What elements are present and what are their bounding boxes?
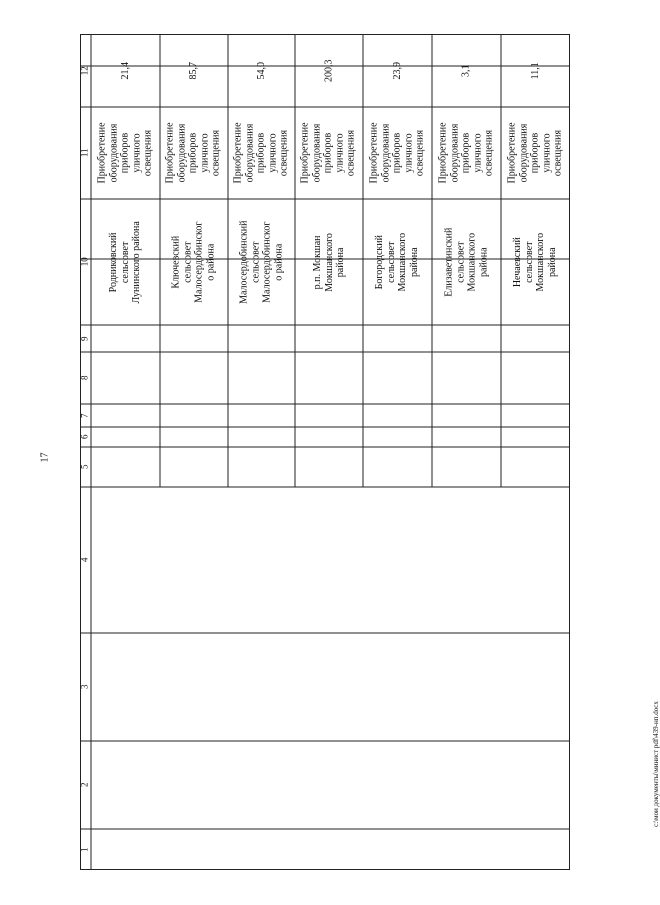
territory-cell-text: Богородский сельсовет Мокшанского района xyxy=(374,232,421,292)
purpose-cell xyxy=(501,107,570,199)
territory-cell xyxy=(363,199,432,325)
territory-cell-text: Нечаевский сельсовет Мокшанского района xyxy=(512,232,559,292)
purpose-cell xyxy=(432,107,501,199)
purpose-cell-text: Приобретение оборудования приборов уличного освещения xyxy=(437,122,495,184)
purpose-cell xyxy=(91,107,160,199)
purpose-cell-text: Приобретение оборудования приборов уличного освещения xyxy=(232,122,290,184)
amount-cell-text: 11,1 xyxy=(529,61,541,80)
column-number-5 xyxy=(80,447,91,487)
column-number-9-text: 9 xyxy=(79,336,90,341)
column-number-11 xyxy=(80,107,91,199)
territory-cell-text: Ключевский сельсовет Малосердобинског о района xyxy=(170,221,217,303)
amount-cell xyxy=(160,34,228,107)
amount-cell xyxy=(432,34,501,107)
amount-cell xyxy=(501,34,570,107)
footer-path: c:\мои документы\минист pdf\439-нп.docx xyxy=(651,701,660,827)
column-number-2-text: 2 xyxy=(79,782,90,788)
column-number-3-text: 3 xyxy=(79,684,90,690)
column-number-1-text: 1 xyxy=(79,847,90,852)
purpose-cell xyxy=(295,107,363,199)
amount-cell-text: 21,4 xyxy=(119,61,131,80)
column-number-1 xyxy=(80,829,91,870)
column-number-12-text: 12 xyxy=(79,66,90,75)
amount-cell xyxy=(295,34,363,107)
territory-cell-text: Родниковский сельсовет Лунинского района xyxy=(108,220,143,304)
column-number-7-text: 7 xyxy=(79,413,90,418)
column-number-11-text: 11 xyxy=(79,148,90,158)
column-number-5-text: 5 xyxy=(79,464,90,470)
territory-cell-text: Елизаветинский сельсовет Мокшанского района xyxy=(443,227,490,297)
column-number-12 xyxy=(80,34,91,107)
purpose-cell-text: Приобретение оборудования приборов уличного освещения xyxy=(506,122,564,184)
purpose-cell-text: Приобретение оборудования приборов уличного освещения xyxy=(165,122,223,184)
amount-cell-text: 200,3 xyxy=(323,59,335,82)
territory-cell xyxy=(501,199,570,325)
territory-cell xyxy=(91,199,160,325)
column-number-6-text: 6 xyxy=(79,434,90,440)
territory-cell xyxy=(160,199,228,325)
column-number-4 xyxy=(80,487,91,633)
amount-cell-text: 85,7 xyxy=(188,61,200,80)
column-number-10 xyxy=(80,199,91,325)
purpose-cell xyxy=(160,107,228,199)
column-number-9 xyxy=(80,325,91,352)
amount-cell-text: 54,0 xyxy=(255,61,267,80)
purpose-cell-text: Приобретение оборудования приборов уличного освещения xyxy=(368,122,426,184)
column-number-10-text: 10 xyxy=(79,257,90,267)
column-number-7 xyxy=(80,404,91,427)
territory-cell xyxy=(432,199,501,325)
column-number-3 xyxy=(80,633,91,741)
rotated-table xyxy=(80,34,570,870)
amount-cell-text: 23,9 xyxy=(391,61,403,80)
column-number-4-text: 4 xyxy=(79,557,90,563)
column-number-8 xyxy=(80,352,91,404)
purpose-cell-text: Приобретение оборудования приборов уличного освещения xyxy=(300,122,358,184)
page-number: 17 xyxy=(39,452,51,463)
territory-cell xyxy=(295,199,363,325)
purpose-cell xyxy=(228,107,295,199)
purpose-cell-text: Приобретение оборудования приборов уличного освещения xyxy=(96,122,154,184)
amount-cell-text: 3,1 xyxy=(460,64,472,77)
column-number-2 xyxy=(80,741,91,829)
column-number-8-text: 8 xyxy=(79,375,90,381)
territory-cell-text: Малосердобинский сельсовет Малосердобинског о района xyxy=(238,220,285,304)
purpose-cell xyxy=(363,107,432,199)
territory-cell xyxy=(228,199,295,325)
amount-cell xyxy=(91,34,160,107)
territory-cell-text: р.п. Мокшан Мокшанского района xyxy=(311,232,346,292)
amount-cell xyxy=(363,34,432,107)
column-number-6 xyxy=(80,427,91,447)
amount-cell xyxy=(228,34,295,107)
